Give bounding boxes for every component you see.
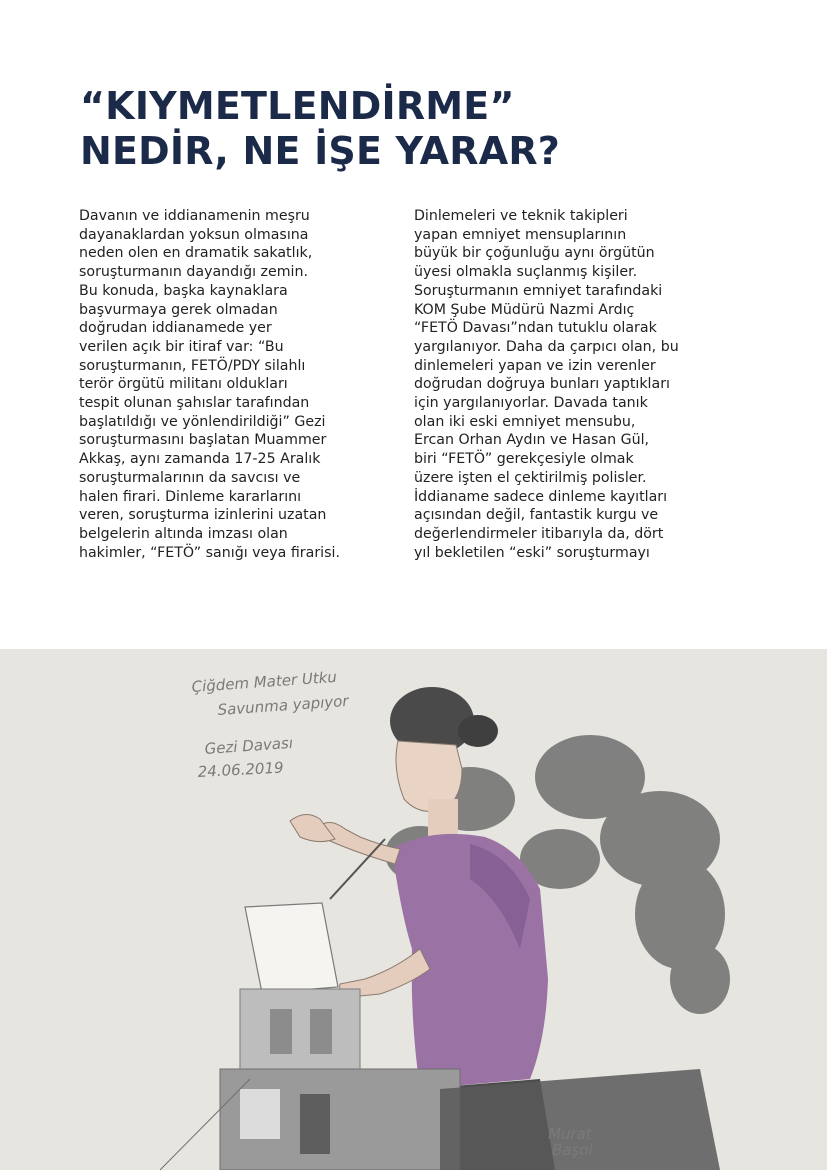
caption-case: Gezi Davası (204, 733, 294, 758)
right-line: yıl bekletilen “eski” soruşturmayı (414, 544, 650, 561)
left-line: belgelerin altında imzası olan (79, 525, 288, 542)
right-line: için yargılanıyorlar. Davada tanık (414, 395, 648, 412)
left-line: Davanın ve iddianamenin meşru (79, 208, 310, 224)
article-title (80, 84, 760, 174)
left-line: soruşturmanın, FETÖ/PDY silahlı (79, 357, 306, 374)
right-line: yargılanıyor. Daha da çarpıcı olan, bu (414, 338, 679, 355)
left-line: soruşturmasını başlatan Muammer (79, 432, 327, 449)
left-line: soruşturmalarının da savcısı ve (79, 469, 301, 486)
left-line: halen firari. Dinleme kararlarını (79, 488, 302, 505)
left-line: hakimler, “FETÖ” sanığı veya firarisi. (79, 544, 340, 561)
right-line: üzere işten el çektirilmiş polisler. (414, 469, 647, 486)
right-line: olan iki eski emniyet mensubu, (414, 413, 636, 430)
right-line: üyesi olmakla suçlanmış kişiler. (414, 264, 638, 281)
right-line: değerlendirmeler itibarıyla da, dört (414, 525, 664, 542)
right-line: Dinlemeleri ve teknik takipleri (414, 208, 628, 224)
right-line: Soruşturmanın emniyet tarafındaki (414, 282, 663, 299)
sketch-canvas (0, 649, 827, 1170)
left-column (79, 207, 409, 562)
right-line: büyük bir çoğunluğu aynı örgütün (414, 245, 655, 262)
caption-action: Savunma yapıyor (217, 691, 350, 719)
right-column (414, 207, 744, 562)
right-line: “FETÖ Davası”ndan tutuklu olarak (414, 320, 657, 337)
caption-date: 24.06.2019 (197, 758, 284, 781)
right-line: KOM Şube Müdürü Nazmi Ardıç (414, 301, 635, 318)
right-line: Ercan Orhan Aydın ve Hasan Gül, (414, 432, 650, 449)
right-line: İddianame sadece dinleme kayıtları (414, 488, 668, 505)
left-line: tespit olunan şahıslar tarafından (79, 395, 310, 412)
right-line: açısından değil, fantastik kurgu ve (414, 507, 659, 524)
left-line: dayanaklardan yoksun olmasına (79, 226, 309, 243)
left-line: verilen açık bir itiraf var: “Bu (79, 338, 284, 355)
left-line: Bu konuda, başka kaynaklara (79, 282, 288, 299)
left-line: Akkaş, aynı zamanda 17-25 Aralık (79, 451, 321, 468)
left-line: neden olen en dramatik sakatlık, (79, 245, 313, 262)
left-line: soruşturmanın dayandığı zemin. (79, 264, 309, 281)
right-line: biri “FETÖ” gerekçesiyle olmak (414, 451, 634, 468)
left-line: veren, soruşturma izinlerini uzatan (79, 507, 327, 524)
left-line: terör örgütü militanı oldukları (79, 376, 288, 393)
title-line-1: “KIYMETLENDİRME” (80, 84, 515, 128)
left-line: başlatıldığı ve yönlendirildiği” Gezi (79, 413, 326, 430)
right-line: yapan emniyet mensuplarının (414, 226, 627, 243)
left-line: doğrudan iddianamede yer (79, 320, 272, 337)
speech-papers (245, 903, 338, 993)
title-line-2: NEDİR, NE İŞE YARAR? (80, 129, 561, 173)
caption-name: Çiğdem Mater Utku (191, 667, 338, 696)
right-line: dinlemeleri yapan ve izin verenler (414, 357, 656, 374)
right-line: doğrudan doğruya bunları yaptıkları (414, 376, 670, 393)
courtroom-sketch (0, 649, 827, 1170)
artist-signature-line-2: Başol (552, 1141, 593, 1159)
left-line: başvurmaya gerek olmadan (79, 301, 278, 318)
artist-signature-line-1: Murat (548, 1125, 592, 1143)
